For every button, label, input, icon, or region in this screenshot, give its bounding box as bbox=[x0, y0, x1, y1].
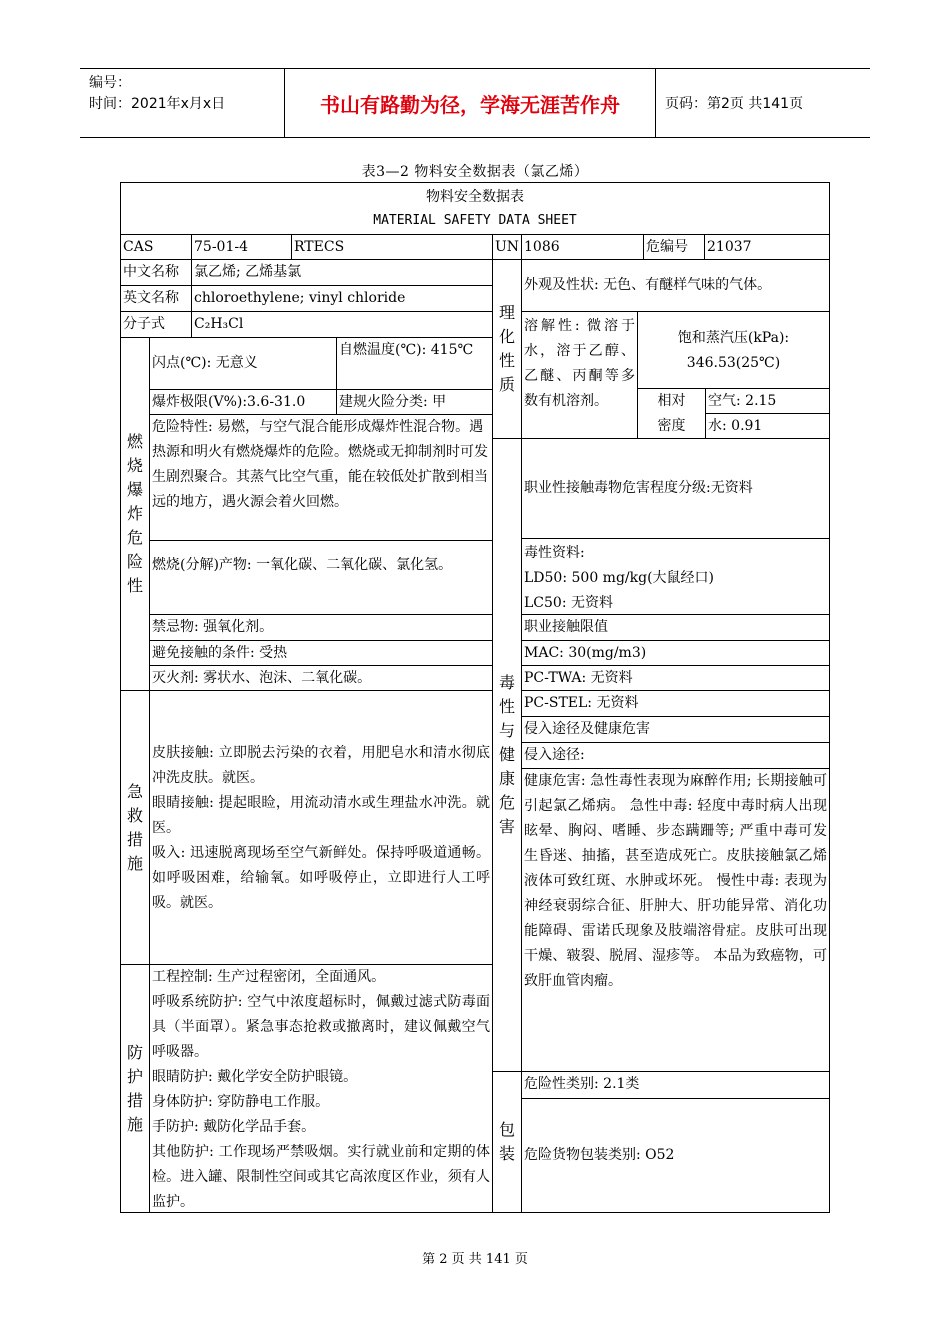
protection-side-label: 防护措施 bbox=[120, 964, 150, 1213]
formula-label: 分子式 bbox=[120, 311, 192, 338]
protection-eye: 眼睛防护: 戴化学安全防护眼镜。 bbox=[152, 1069, 358, 1085]
un-label: UN bbox=[492, 234, 522, 260]
toxicity-heading: 毒性资料: bbox=[524, 545, 585, 561]
protection-body: 身体防护: 穿防静电工作服。 bbox=[152, 1094, 330, 1110]
hazard-no-value: 21037 bbox=[704, 234, 830, 260]
building-fire-class: 建规火险分类: 甲 bbox=[336, 389, 493, 415]
rtecs-label: RTECS bbox=[291, 234, 493, 260]
en-name-label: 英文名称 bbox=[120, 285, 192, 312]
cas-value: 75-01-4 bbox=[191, 234, 292, 260]
route-health-heading: 侵入途径及健康危害 bbox=[521, 716, 830, 743]
protection-hand: 手防护: 戴防化学品手套。 bbox=[152, 1119, 316, 1135]
first-aid-side-label: 急救措施 bbox=[120, 690, 150, 965]
occupational-hazard-class: 职业性接触毒物危害程度分级:无资料 bbox=[521, 438, 830, 539]
protection-engineering: 工程控制: 生产过程密闭，全面通风。 bbox=[152, 969, 386, 985]
first-aid-eyes: 眼睛接触: 提起眼睑，用流动清水或生理盐水冲洗。就医。 bbox=[152, 795, 490, 836]
table-caption: 表3—2 物料安全数据表（氯乙烯） bbox=[361, 164, 589, 180]
explosion-limit: 爆炸极限(V%):3.6-31.0 bbox=[149, 389, 337, 415]
header-page-info: 页码：第2页 共141页 bbox=[665, 96, 804, 112]
flash-point: 闪点(℃): 无意义 bbox=[149, 337, 337, 390]
protection-respiratory: 呼吸系统防护: 空气中浓度超标时，佩戴过滤式防毒面具（半面罩）。紧急事态抢救或撤离时，建议佩戴空气呼吸器。 bbox=[152, 994, 490, 1060]
incompatible-materials: 禁忌物: 强氧化剂。 bbox=[149, 614, 493, 641]
un-value: 1086 bbox=[521, 234, 644, 260]
mac-value: MAC: 30(mg/m3) bbox=[521, 640, 830, 666]
relative-density-label: 相对密度 bbox=[637, 388, 706, 439]
toxicity-side-label: 毒性与健康危害 bbox=[492, 438, 522, 1072]
combustion-products: 燃烧(分解)产物: 一氧化碳、二氧化碳、氯化氢。 bbox=[149, 540, 493, 615]
cn-name-label: 中文名称 bbox=[120, 259, 192, 286]
exposure-limit-heading: 职业接触限值 bbox=[521, 614, 830, 641]
pc-stel-value: PC-STEL: 无资料 bbox=[521, 690, 830, 717]
toxicity-data bbox=[521, 538, 830, 615]
formula-value: C₂H₃Cl bbox=[191, 311, 493, 338]
vapor-pressure-value: 346.53(25℃) bbox=[686, 355, 781, 371]
first-aid-content bbox=[149, 690, 493, 965]
cas-label: CAS bbox=[120, 234, 192, 260]
avoid-conditions: 避免接触的条件: 受热 bbox=[149, 640, 493, 666]
autoignition: 自燃温度(℃): 415℃ bbox=[336, 337, 493, 390]
en-name-value: chloroethylene; vinyl chloride bbox=[191, 285, 493, 312]
sheet-title bbox=[120, 182, 830, 235]
date-line: 时间：2021年x月x日 bbox=[89, 96, 226, 112]
solubility: 溶解性: 微溶于水，溶于乙醇、乙醚、丙酮等多数有机溶剂。 bbox=[521, 311, 638, 439]
sheet-title-en: MATERIAL SAFETY DATA SHEET bbox=[373, 213, 577, 228]
packaging-side-label: 包装 bbox=[492, 1071, 522, 1213]
fire-side-label: 燃烧爆炸危险性 bbox=[120, 337, 150, 691]
hazard-no-label: 危编号 bbox=[643, 234, 705, 260]
protection-other: 其他防护: 工作现场严禁吸烟。实行就业前和定期的体检。进入罐、限制性空间或其它高浓度区作业，须有人监护。 bbox=[152, 1144, 490, 1210]
page-header bbox=[80, 68, 870, 138]
health-hazards: 健康危害: 急性毒性表现为麻醉作用; 长期接触可引起氯乙烯病。 急性中毒: 轻度中毒时病人出现眩晕、胸闷、嗜睡、步态蹒跚等; 严重中毒可发生昏迷、抽搐，甚至造成死亡。皮肤接触氯乙烯液体可致红斑、水肿或坏死。 慢性中毒: 表现为神经衰弱综合征、肝肿大、肝功能异常、消化功能障碍、雷诺氏现象及肢端溶骨症。皮肤可出现干燥、皲裂、脱屑、湿疹等。 本品为致癌物，可致肝血管肉瘤。 bbox=[521, 768, 830, 1072]
vapor-pressure bbox=[637, 311, 830, 389]
route-of-entry: 侵入途径: bbox=[521, 742, 830, 769]
vapor-pressure-label: 饱和蒸汽压(kPa): bbox=[677, 330, 790, 346]
density-water: 水: 0.91 bbox=[705, 413, 830, 439]
first-aid-skin: 皮肤接触: 立即脱去污染的衣着，用肥皂水和清水彻底冲洗皮肤。就医。 bbox=[152, 745, 490, 786]
density-air: 空气: 2.15 bbox=[705, 388, 830, 414]
page-footer: 第 2 页 共 141 页 bbox=[422, 1252, 528, 1267]
packaging-group: 危险货物包装类别: O52 bbox=[521, 1098, 830, 1213]
pc-twa-value: PC-TWA: 无资料 bbox=[521, 665, 830, 691]
lc50: LC50: 无资料 bbox=[524, 595, 613, 611]
sheet-title-cn: 物料安全数据表 bbox=[426, 189, 524, 205]
extinguishing-media: 灭火剂: 雾状水、泡沫、二氧化碳。 bbox=[149, 665, 493, 691]
appearance: 外观及性状: 无色、有醚样气味的气体。 bbox=[521, 259, 830, 312]
packaging-hazard-class: 危险性类别: 2.1类 bbox=[521, 1071, 830, 1099]
first-aid-inhalation: 吸入: 迅速脱离现场至空气新鲜处。保持呼吸道通畅。如呼吸困难，给输氧。如呼吸停止，立即进行人工呼吸。就医。 bbox=[152, 845, 490, 911]
header-meta bbox=[80, 69, 285, 137]
doc-number-label: 编号： bbox=[89, 75, 131, 91]
physchem-side-label: 理化性质 bbox=[492, 259, 522, 439]
protection-content bbox=[149, 964, 493, 1213]
header-motto: 书山有路勤为径，学海无涯苦作舟 bbox=[285, 69, 656, 137]
hazard-characteristics: 危险特性: 易燃，与空气混合能形成爆炸性混合物。遇热源和明火有燃烧爆炸的危险。燃烧或无抑制剂时可发生剧烈聚合。其蒸气比空气重，能在较低处扩散到相当远的地方，遇火源会着火回燃。 bbox=[149, 414, 493, 541]
ld50: LD50: 500 mg/kg(大鼠经口) bbox=[524, 570, 714, 586]
cn-name-value: 氯乙烯; 乙烯基氯 bbox=[191, 259, 493, 286]
